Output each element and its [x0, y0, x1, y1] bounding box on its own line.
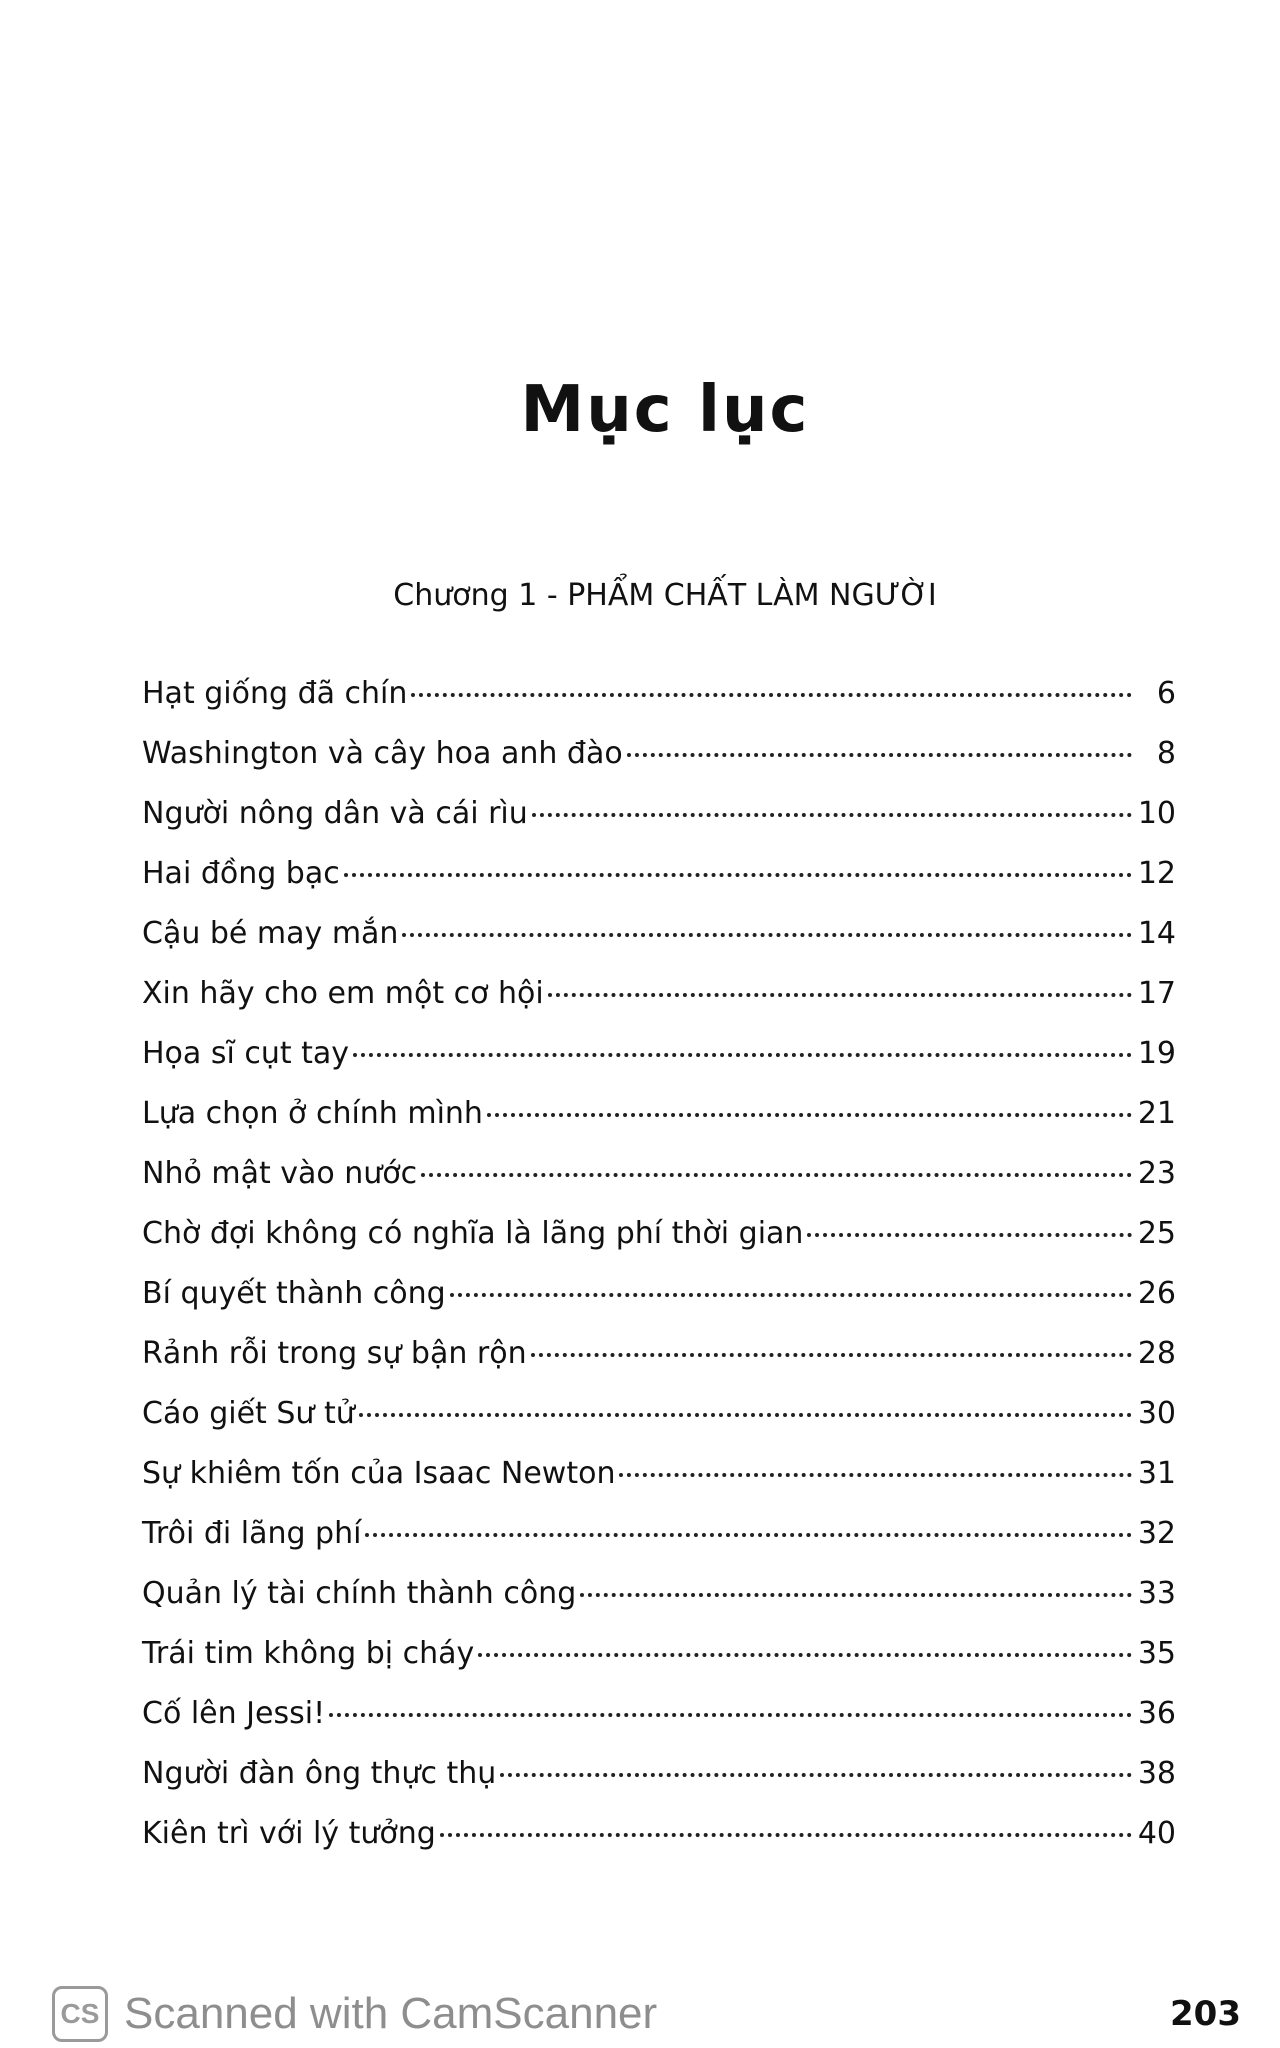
toc-entry-page: 31 [1137, 1456, 1176, 1491]
toc-entry-title: Hai đồng bạc [142, 856, 340, 891]
toc-entry-page: 21 [1137, 1096, 1176, 1131]
toc-entry-page: 10 [1137, 796, 1176, 831]
toc-entry-title: Nhỏ mật vào nước [142, 1156, 418, 1191]
chapter-heading: Chương 1 - PHẨM CHẤT LÀM NGƯỜI [393, 578, 937, 613]
dot-leader [619, 1473, 1132, 1477]
toc-entry [142, 1744, 1176, 1804]
camscanner-watermark [52, 1986, 657, 2042]
toc-entry [142, 724, 1176, 784]
toc-entry [142, 964, 1176, 1024]
toc-entry-title: Cậu bé may mắn [142, 916, 399, 951]
toc-entry-title: Rảnh rỗi trong sự bận rộn [142, 1336, 527, 1371]
toc-entry [142, 1024, 1176, 1084]
dot-leader [532, 813, 1132, 817]
camscanner-logo-icon: CS [52, 1986, 108, 2042]
toc-entry-title: Lựa chọn ở chính mình [142, 1096, 483, 1131]
dot-leader [807, 1233, 1132, 1237]
toc-entry [142, 1504, 1176, 1564]
toc-entry-page: 19 [1137, 1036, 1176, 1071]
toc-entry-page: 23 [1137, 1156, 1176, 1191]
toc-entry-page: 25 [1137, 1216, 1176, 1251]
toc-entry [142, 1204, 1176, 1264]
toc-entry-page: 38 [1137, 1756, 1176, 1791]
toc-entry-title: Xin hãy cho em một cơ hội [142, 976, 544, 1011]
toc-entry-page: 36 [1137, 1696, 1176, 1731]
toc-entry [142, 1804, 1176, 1864]
toc-entry-title: Bí quyết thành công [142, 1276, 446, 1311]
toc-entry-title: Hạt giống đã chín [142, 676, 408, 711]
dot-leader [353, 1053, 1132, 1057]
toc-entry-title: Người đàn ông thực thụ [142, 1756, 497, 1791]
toc-entry-page: 14 [1137, 916, 1176, 951]
dot-leader [500, 1773, 1132, 1777]
toc-entry-page: 33 [1137, 1576, 1176, 1611]
toc-entry [142, 1084, 1176, 1144]
dot-leader [580, 1593, 1132, 1597]
toc-entry-title: Người nông dân và cái rìu [142, 796, 528, 831]
page-title: Mục lục [520, 372, 810, 447]
dot-leader [421, 1173, 1132, 1177]
toc-entry-page: 30 [1137, 1396, 1176, 1431]
watermark-text: Scanned with CamScanner [124, 1989, 658, 2038]
toc-entry [142, 784, 1176, 844]
toc-entry-title: Cáo giết Sư tử [142, 1396, 355, 1431]
dot-leader [402, 933, 1132, 937]
page-number: 203 [1170, 1994, 1241, 2034]
toc-entry-page: 12 [1137, 856, 1176, 891]
toc-entry-page: 28 [1137, 1336, 1176, 1371]
toc-entry-page: 32 [1137, 1516, 1176, 1551]
toc-entry-title: Trôi đi lãng phí [142, 1516, 362, 1551]
toc-entry-page: 26 [1137, 1276, 1176, 1311]
toc-entry [142, 1444, 1176, 1504]
toc-entry-page: 17 [1137, 976, 1176, 1011]
dot-leader [329, 1713, 1132, 1717]
toc-entry [142, 1564, 1176, 1624]
toc-entry-title: Washington và cây hoa anh đào [142, 736, 623, 771]
toc-entry-title: Chờ đợi không có nghĩa là lãng phí thời gian [142, 1216, 804, 1251]
toc-entry-title: Sự khiêm tốn của Isaac Newton [142, 1456, 616, 1491]
toc-entry-title: Cố lên Jessi! [142, 1696, 326, 1731]
toc-entry-title: Kiên trì với lý tưởng [142, 1816, 436, 1851]
toc-entry [142, 1384, 1176, 1444]
toc-entry-page: 8 [1156, 736, 1176, 771]
toc-entry [142, 664, 1176, 724]
toc-entry [142, 1624, 1176, 1684]
toc-entry-page: 40 [1137, 1816, 1176, 1851]
toc-entry [142, 844, 1176, 904]
toc-entry [142, 904, 1176, 964]
dot-leader [450, 1293, 1132, 1297]
toc-entry [142, 1144, 1176, 1204]
dot-leader [359, 1413, 1132, 1417]
toc-entry-page: 6 [1156, 676, 1176, 711]
toc-entry-page: 35 [1137, 1636, 1176, 1671]
toc-entry [142, 1684, 1176, 1744]
toc-entry-title: Quản lý tài chính thành công [142, 1576, 577, 1611]
toc-entry-title: Trái tim không bị cháy [142, 1636, 475, 1671]
dot-leader [487, 1113, 1132, 1117]
dot-leader [440, 1833, 1132, 1837]
dot-leader [344, 873, 1132, 877]
toc-entry [142, 1324, 1176, 1384]
dot-leader [411, 693, 1132, 697]
dot-leader [531, 1353, 1132, 1357]
dot-leader [365, 1533, 1132, 1537]
dot-leader [548, 993, 1132, 997]
toc-entry [142, 1264, 1176, 1324]
toc-entry-title: Họa sĩ cụt tay [142, 1036, 350, 1071]
dot-leader [627, 753, 1132, 757]
table-of-contents [142, 664, 1176, 1864]
dot-leader [478, 1653, 1132, 1657]
